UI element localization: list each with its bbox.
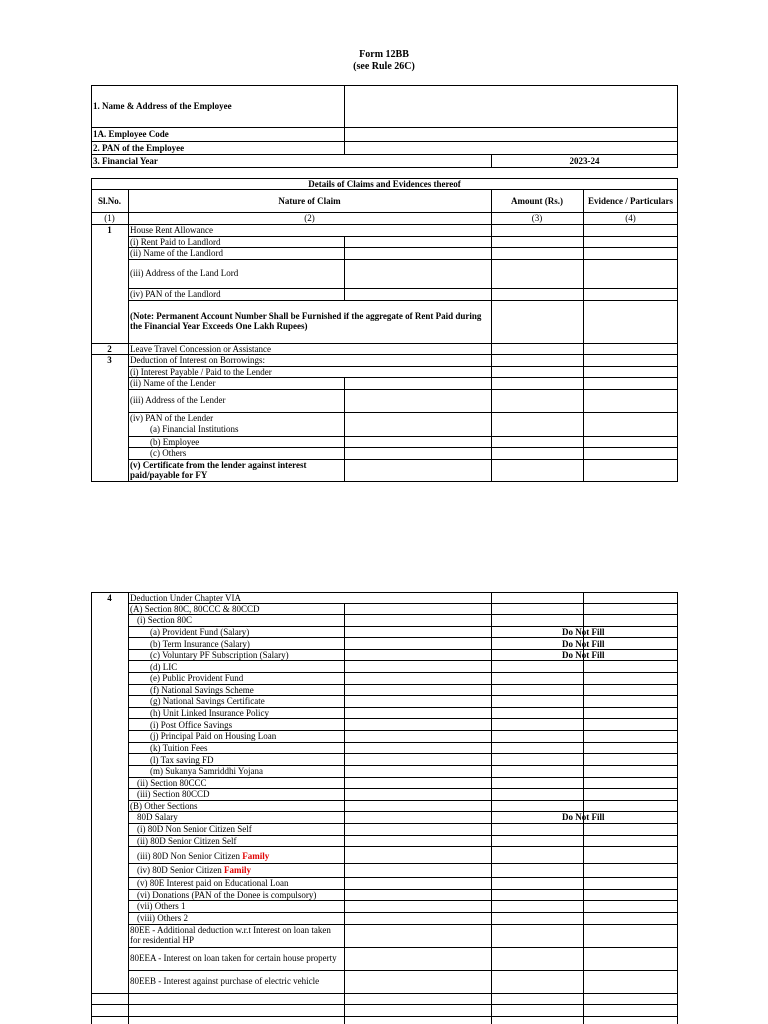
do-not-fill-pf: Do Not Fill bbox=[562, 627, 605, 637]
col-header-slno: Sl.No. bbox=[97, 196, 121, 206]
hra-landlord-address-label: (iii) Address of the Land Lord bbox=[130, 268, 239, 278]
hra-landlord-name-label: (ii) Name of the Landlord bbox=[130, 248, 223, 258]
col-line bbox=[128, 189, 129, 482]
lender-pan-label: (iv) PAN of the Lender bbox=[130, 413, 214, 423]
col-line bbox=[91, 592, 92, 1024]
lender-address-label: (iii) Address of the Lender bbox=[130, 395, 226, 405]
row-line bbox=[128, 436, 678, 437]
post-office-label: (i) Post Office Savings bbox=[150, 720, 233, 730]
row-line bbox=[91, 154, 678, 155]
col-line bbox=[344, 603, 345, 1024]
row-line bbox=[91, 141, 678, 142]
section-80c-label: (i) Section 80C bbox=[137, 615, 192, 625]
employee-code-label: 1A. Employee Code bbox=[93, 129, 169, 139]
d80-sc-self-label: (ii) 80D Senior Citizen Self bbox=[137, 836, 237, 846]
col-line bbox=[583, 189, 584, 482]
col-line bbox=[128, 592, 129, 1024]
ulip-label: (h) Unit Linked Insurance Policy bbox=[150, 708, 269, 718]
hra-rent-label: (i) Rent Paid to Landlord bbox=[130, 237, 221, 247]
employee-name-label: 1. Name & Address of the Employee bbox=[93, 101, 232, 111]
d80-nsc-family-text: (iii) 80D Non Senior Citizen bbox=[137, 851, 243, 861]
row-line bbox=[91, 993, 678, 994]
col-header-amount: Amount (Rs.) bbox=[510, 196, 563, 206]
col-header-evidence: Evidence / Particulars bbox=[588, 196, 673, 206]
row-line bbox=[91, 189, 678, 190]
col-line bbox=[677, 592, 678, 1024]
eea80-label: 80EEA - Interest on loan taken for certain house property bbox=[130, 953, 337, 963]
slno-4: 4 bbox=[107, 593, 112, 603]
sukanya-label: (m) Sukanya Samriddhi Yojana bbox=[150, 766, 263, 776]
housing-loan-label: (j) Principal Paid on Housing Loan bbox=[150, 731, 277, 741]
financial-year-value: 2023-24 bbox=[569, 156, 600, 166]
row-line bbox=[128, 614, 678, 615]
section-80ccc-label: (ii) Section 80CCC bbox=[137, 778, 207, 788]
lender-others-label: (c) Others bbox=[150, 448, 187, 458]
row-line bbox=[128, 846, 678, 847]
row-line bbox=[128, 777, 678, 778]
d80-nsc-self-label: (i) 80D Non Senior Citizen Self bbox=[137, 824, 252, 834]
family-highlight: Family bbox=[242, 851, 270, 861]
row-line bbox=[128, 300, 678, 301]
pf-label: (a) Provident Fund (Salary) bbox=[150, 627, 250, 637]
row-line bbox=[91, 1016, 678, 1017]
lender-certificate-label: (v) Certificate from the lender against interest paid/payable for FY bbox=[130, 460, 307, 480]
hra-note: (Note: Permanent Account Number Shall be Furnished if the aggregate of Rent Paid during the Financial Year Exceeds One Lakh Rupees) bbox=[130, 311, 482, 331]
col-line bbox=[344, 236, 345, 300]
hra-label: House Rent Allowance bbox=[130, 225, 213, 235]
employee-divider bbox=[344, 85, 345, 154]
d80-sc-family-text: (iv) 80D Senior Citizen bbox=[137, 865, 224, 875]
row-line bbox=[128, 800, 678, 801]
section-b-label: (B) Other Sections bbox=[130, 801, 198, 811]
e80-label: (v) 80E Interest paid on Educational Loan bbox=[137, 878, 289, 888]
hra-landlord-pan-label: (iv) PAN of the Landlord bbox=[130, 289, 221, 299]
tuition-fees-label: (k) Tuition Fees bbox=[150, 743, 208, 753]
row-line bbox=[91, 127, 678, 128]
slno-1: 1 bbox=[107, 225, 112, 235]
row-line bbox=[128, 389, 678, 390]
col-line bbox=[491, 592, 492, 1024]
row-line bbox=[128, 742, 678, 743]
form-title: Form 12BB bbox=[359, 49, 409, 60]
row-line bbox=[128, 788, 678, 789]
lender-name-label: (ii) Name of the Lender bbox=[130, 378, 216, 388]
col-num-2: (2) bbox=[304, 213, 315, 223]
lender-employee-label: (b) Employee bbox=[150, 437, 200, 447]
col-line bbox=[344, 377, 345, 482]
employee-pan-label: 2. PAN of the Employee bbox=[93, 143, 185, 153]
row-line bbox=[91, 1004, 678, 1005]
row-line bbox=[128, 660, 678, 661]
col-num-1: (1) bbox=[104, 213, 115, 223]
row-line bbox=[128, 259, 678, 260]
row-line bbox=[128, 900, 678, 901]
donations-label: (vi) Donations (PAN of the Donee is compulsory) bbox=[137, 890, 317, 900]
d80-sc-family-label bbox=[137, 865, 251, 875]
tax-saving-fd-label: (l) Tax saving FD bbox=[150, 755, 214, 765]
ltc-label: Leave Travel Concession or Assistance bbox=[130, 344, 271, 354]
row-line bbox=[128, 863, 678, 864]
col-num-4: (4) bbox=[625, 213, 636, 223]
slno-2: 2 bbox=[107, 344, 112, 354]
family-highlight: Family bbox=[224, 865, 251, 875]
row-line bbox=[128, 912, 678, 913]
rule-reference: (see Rule 26C) bbox=[353, 61, 415, 72]
do-not-fill-vpf: Do Not Fill bbox=[562, 650, 605, 660]
term-insurance-label: (b) Term Insurance (Salary) bbox=[150, 639, 250, 649]
interest-paid-label: (i) Interest Payable / Paid to the Lender bbox=[130, 367, 272, 377]
row-line bbox=[128, 637, 678, 638]
do-not-fill-term: Do Not Fill bbox=[562, 639, 605, 649]
nss-label: (f) National Savings Scheme bbox=[150, 685, 254, 695]
row-line bbox=[128, 718, 678, 719]
row-line bbox=[128, 447, 678, 448]
others-2-label: (viii) Others 2 bbox=[137, 913, 188, 923]
do-not-fill-80d: Do Not Fill bbox=[562, 812, 605, 822]
others-1-label: (vii) Others 1 bbox=[137, 901, 186, 911]
row-line bbox=[128, 947, 678, 948]
financial-year-label: 3. Financial Year bbox=[93, 156, 158, 166]
row-line bbox=[128, 753, 678, 754]
d80-nsc-family-label bbox=[137, 851, 269, 861]
col-header-nature: Nature of Claim bbox=[278, 196, 341, 206]
lic-label: (d) LIC bbox=[150, 662, 178, 672]
section-a-label: (A) Section 80C, 80CCC & 80CCD bbox=[130, 604, 260, 614]
section-80ccd-label: (iii) Section 80CCD bbox=[137, 789, 210, 799]
col-num-3: (3) bbox=[531, 213, 543, 223]
claims-table-title: Details of Claims and Evidences thereof bbox=[308, 179, 461, 189]
d80-salary-label: 80D Salary bbox=[137, 812, 178, 822]
row-line bbox=[128, 970, 678, 971]
ppf-label: (e) Public Provident Fund bbox=[150, 673, 244, 683]
slno-3: 3 bbox=[107, 355, 112, 365]
lender-fi-label: (a) Financial Institutions bbox=[150, 424, 239, 434]
vpf-label: (c) Voluntary PF Subscription (Salary) bbox=[150, 650, 289, 660]
interest-label: Deduction of Interest on Borrowings: bbox=[130, 355, 265, 365]
col-line bbox=[491, 189, 492, 482]
ee80-label: 80EE - Additional deduction w.r.t Interest on loan taken for residential HP bbox=[130, 925, 331, 945]
chapter-6a-label: Deduction Under Chapter VIA bbox=[130, 593, 242, 603]
nsc-label: (g) National Savings Certificate bbox=[150, 696, 265, 706]
eeb80-label: 80EEB - Interest against purchase of electric vehicle bbox=[130, 976, 320, 986]
